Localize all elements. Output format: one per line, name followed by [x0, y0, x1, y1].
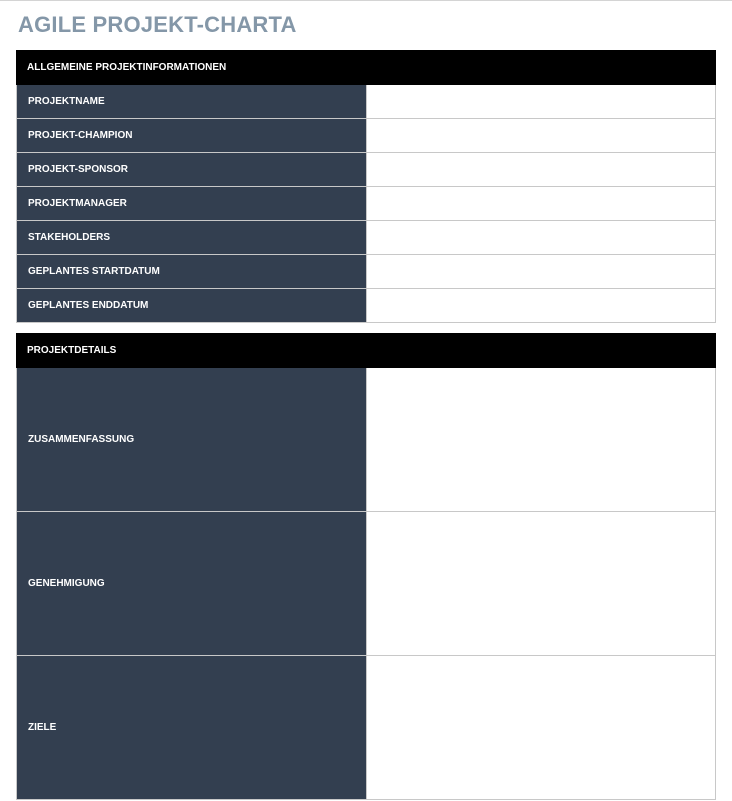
- label-planned-start-date: GEPLANTES STARTDATUM: [17, 255, 367, 289]
- label-project-name: PROJEKTNAME: [17, 85, 367, 119]
- field-row-project-sponsor: [17, 153, 716, 187]
- page-title: AGILE PROJEKT-CHARTA: [18, 12, 297, 37]
- project-manager-field[interactable]: [367, 187, 716, 220]
- value-cell-project-sponsor: [366, 153, 716, 187]
- label-stakeholders: STAKEHOLDERS: [17, 221, 367, 255]
- field-row-project-manager: [17, 187, 716, 221]
- project-sponsor-field[interactable]: [367, 153, 716, 186]
- value-cell-project-champion: [366, 119, 716, 153]
- value-cell-planned-end-date: [366, 289, 716, 323]
- value-cell-summary: [366, 368, 716, 512]
- summary-field[interactable]: [367, 368, 716, 511]
- stakeholders-field[interactable]: [367, 221, 716, 254]
- label-approval: GENEHMIGUNG: [17, 512, 367, 656]
- value-cell-stakeholders: [366, 221, 716, 255]
- field-row-planned-start-date: [17, 255, 716, 289]
- planned-end-date-field[interactable]: [367, 289, 716, 322]
- value-cell-project-name: [366, 85, 716, 119]
- project-details-table: [16, 333, 716, 800]
- field-row-project-champion: [17, 119, 716, 153]
- label-planned-end-date: GEPLANTES ENDDATUM: [17, 289, 367, 323]
- detail-row-approval: [17, 512, 716, 656]
- section-header-row: [17, 51, 716, 85]
- goals-field[interactable]: [367, 656, 716, 799]
- value-cell-project-manager: [366, 187, 716, 221]
- detail-row-goals: [17, 656, 716, 800]
- value-cell-approval: [366, 512, 716, 656]
- field-row-project-name: [17, 85, 716, 119]
- project-name-field[interactable]: [367, 85, 716, 118]
- value-cell-goals: [366, 656, 716, 800]
- detail-row-summary: [17, 368, 716, 512]
- top-divider: [0, 0, 732, 1]
- label-project-manager: PROJEKTMANAGER: [17, 187, 367, 221]
- label-summary: ZUSAMMENFASSUNG: [17, 368, 367, 512]
- general-info-header: ALLGEMEINE PROJEKTINFORMATIONEN: [17, 51, 716, 85]
- field-row-planned-end-date: [17, 289, 716, 323]
- label-project-sponsor: PROJEKT-SPONSOR: [17, 153, 367, 187]
- project-champion-field[interactable]: [367, 119, 716, 152]
- planned-start-date-field[interactable]: [367, 255, 716, 288]
- label-project-champion: PROJEKT-CHAMPION: [17, 119, 367, 153]
- field-row-stakeholders: [17, 221, 716, 255]
- section-header-row: [17, 334, 716, 368]
- general-info-table: [16, 50, 716, 323]
- project-details-header: PROJEKTDETAILS: [17, 334, 716, 368]
- approval-field[interactable]: [367, 512, 716, 655]
- value-cell-planned-start-date: [366, 255, 716, 289]
- label-goals: ZIELE: [17, 656, 367, 800]
